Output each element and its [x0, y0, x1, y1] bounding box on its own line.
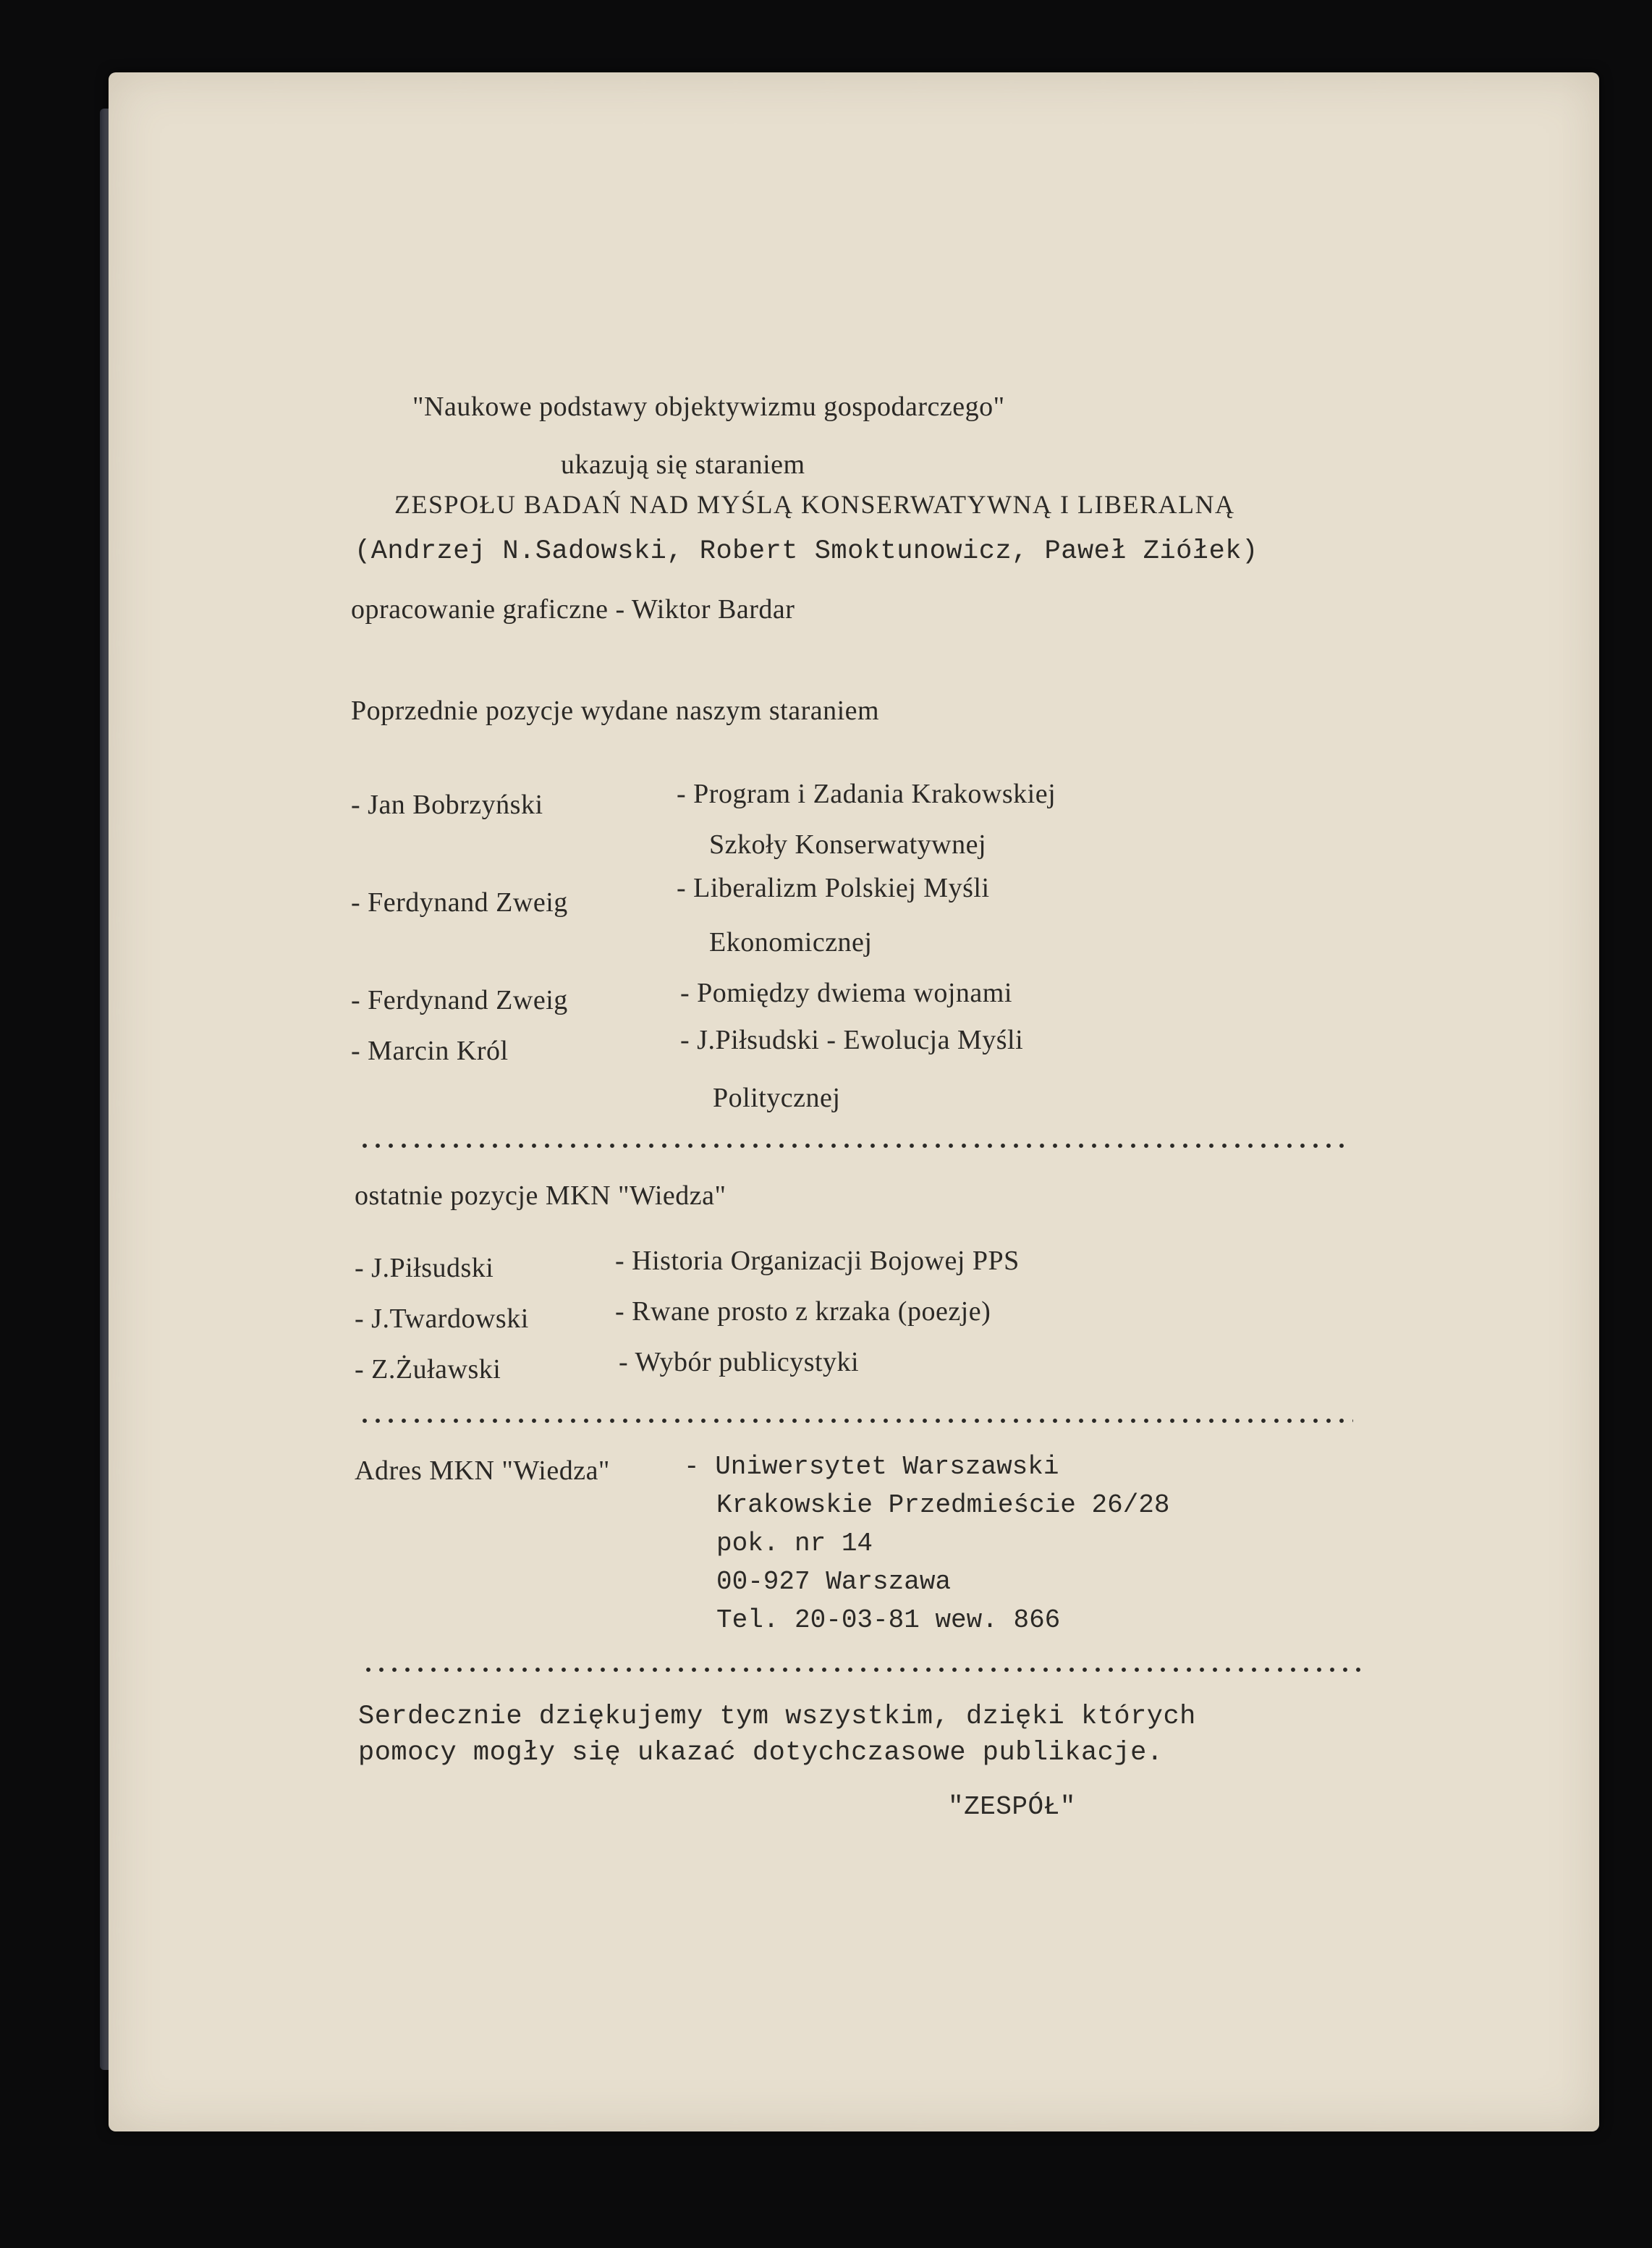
previous-title-cont: Politycznej: [713, 1083, 841, 1113]
group-name: ZESPOŁU BADAŃ NAD MYŚLĄ KONSERWATYWNĄ I LIBERALNĄ: [394, 490, 1235, 519]
mkn-author: - J.Twardowski: [355, 1303, 529, 1334]
group-members: (Andrzej N.Sadowski, Robert Smoktunowicz, Paweł Ziółek): [355, 536, 1258, 567]
mkn-title: - Historia Organizacji Bojowej PPS: [615, 1246, 1020, 1276]
mkn-heading: ostatnie pozycje MKN "Wiedza": [355, 1180, 727, 1211]
mkn-author: - Z.Żuławski: [355, 1354, 501, 1385]
address-line: - Uniwersytet Warszawski: [684, 1452, 1059, 1482]
previous-heading: Poprzednie pozycje wydane naszym staraniem: [351, 696, 880, 726]
thanks-line: Serdecznie dziękujemy tym wszystkim, dzięki których: [358, 1702, 1196, 1732]
address-line: pok. nr 14: [716, 1529, 873, 1558]
thanks-line: pomocy mogły się ukazać dotychczasowe publikacje.: [358, 1738, 1164, 1768]
graphics-credit: opracowanie graficzne - Wiktor Bardar: [351, 594, 795, 625]
previous-title: - Program i Zadania Krakowskiej: [677, 779, 1056, 809]
signature: "ZESPÓŁ": [948, 1792, 1076, 1822]
previous-author: - Ferdynand Zweig: [351, 985, 568, 1015]
mkn-title: - Wybór publicystyki: [619, 1347, 860, 1377]
previous-title: - J.Piłsudski - Ewolucja Myśli: [680, 1025, 1024, 1055]
previous-author: - Marcin Król: [351, 1036, 509, 1066]
mkn-author: - J.Piłsudski: [355, 1253, 494, 1283]
publication-title: "Naukowe podstawy objektywizmu gospodarczego": [412, 392, 1005, 422]
dotted-divider: [362, 1666, 1360, 1673]
previous-title-cont: Szkoły Konserwatywnej: [709, 829, 987, 860]
previous-title: - Liberalizm Polskiej Myśli: [677, 873, 990, 903]
publisher-intro: ukazują się staraniem: [561, 449, 805, 480]
previous-title: - Pomiędzy dwiema wojnami: [680, 978, 1012, 1008]
previous-author: - Jan Bobrzyński: [351, 790, 543, 820]
document-page: [109, 72, 1599, 2131]
address-line: 00-927 Warszawa: [716, 1567, 952, 1597]
previous-title-cont: Ekonomicznej: [709, 927, 873, 958]
previous-author: - Ferdynand Zweig: [351, 887, 568, 918]
mkn-title: - Rwane prosto z krzaka (poezje): [615, 1296, 991, 1327]
address-line: Krakowskie Przedmieście 26/28: [716, 1490, 1170, 1520]
dotted-divider: [358, 1417, 1353, 1424]
dotted-divider: [358, 1142, 1346, 1149]
address-label: Adres MKN "Wiedza": [355, 1455, 610, 1486]
phone-number: Tel. 20-03-81 wew. 866: [716, 1605, 1061, 1635]
